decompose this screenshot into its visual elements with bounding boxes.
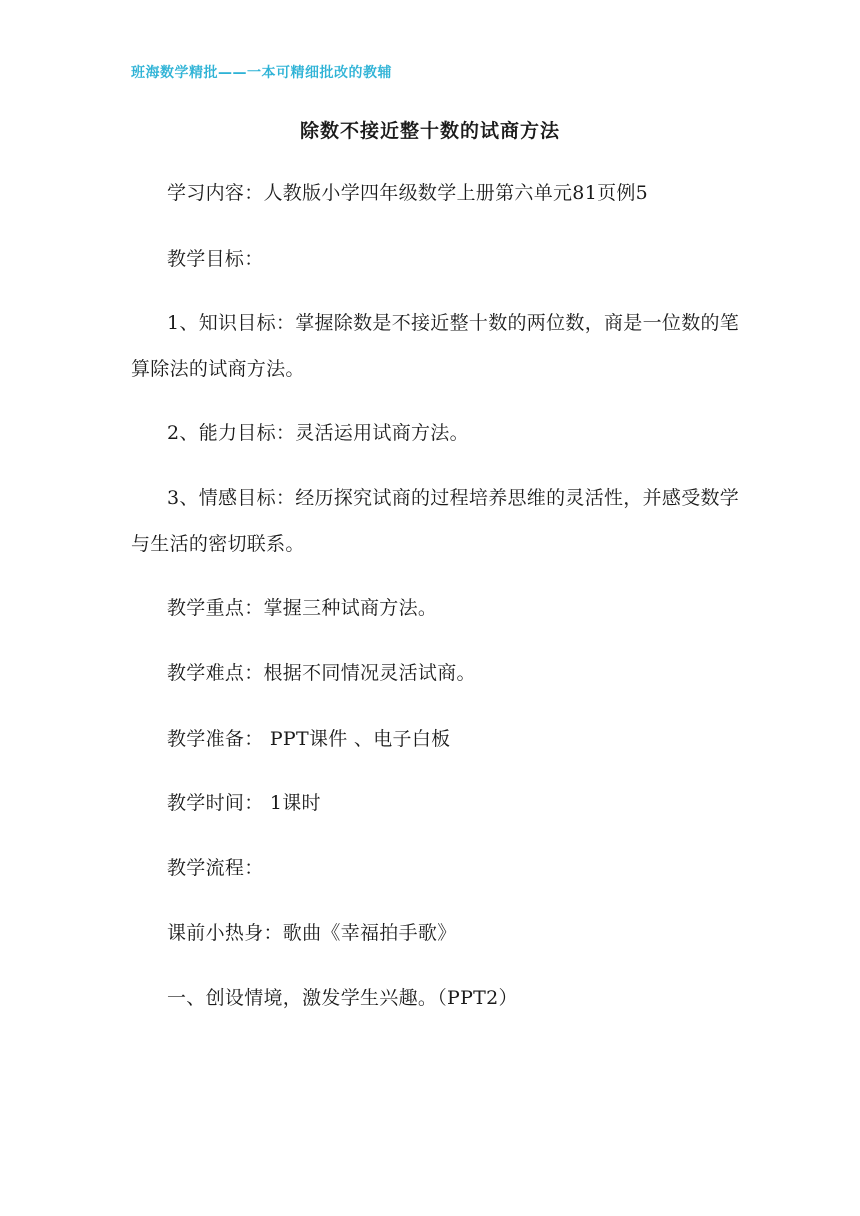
paragraph-teaching-goals-heading: 教学目标： bbox=[167, 248, 264, 270]
paragraph-key-point: 教学重点：掌握三种试商方法。 bbox=[167, 597, 438, 619]
paragraph-warmup: 课前小热身：歌曲《幸福拍手歌》 bbox=[167, 922, 457, 944]
paragraph-knowledge-goal: 1、知识目标：掌握除数是不接近整十数的两位数，商是一位数的笔算除法的试商方法。 bbox=[131, 312, 740, 380]
paragraph-time: 教学时间： 1课时 bbox=[167, 792, 321, 814]
paragraph-process-heading: 教学流程： bbox=[167, 857, 264, 879]
header-brand: 班海数学精批——一本可精细批改的教辅 bbox=[131, 65, 392, 81]
paragraph-emotion-goal: 3、情感目标：经历探究试商的过程培养思维的灵活性，并感受数学与生活的密切联系。 bbox=[131, 487, 740, 555]
paragraph-difficulty: 教学难点：根据不同情况灵活试商。 bbox=[167, 662, 476, 684]
paragraph-preparation: 教学准备： PPT课件 、电子白板 bbox=[167, 728, 451, 750]
paragraph-ability-goal: 2、能力目标：灵活运用试商方法。 bbox=[167, 422, 469, 444]
paragraph-section-one: 一、创设情境，激发学生兴趣。（PPT2） bbox=[167, 987, 518, 1009]
document-title: 除数不接近整十数的试商方法 bbox=[299, 120, 560, 142]
paragraph-learning-content: 学习内容：人教版小学四年级数学上册第六单元81页例5 bbox=[167, 182, 649, 204]
